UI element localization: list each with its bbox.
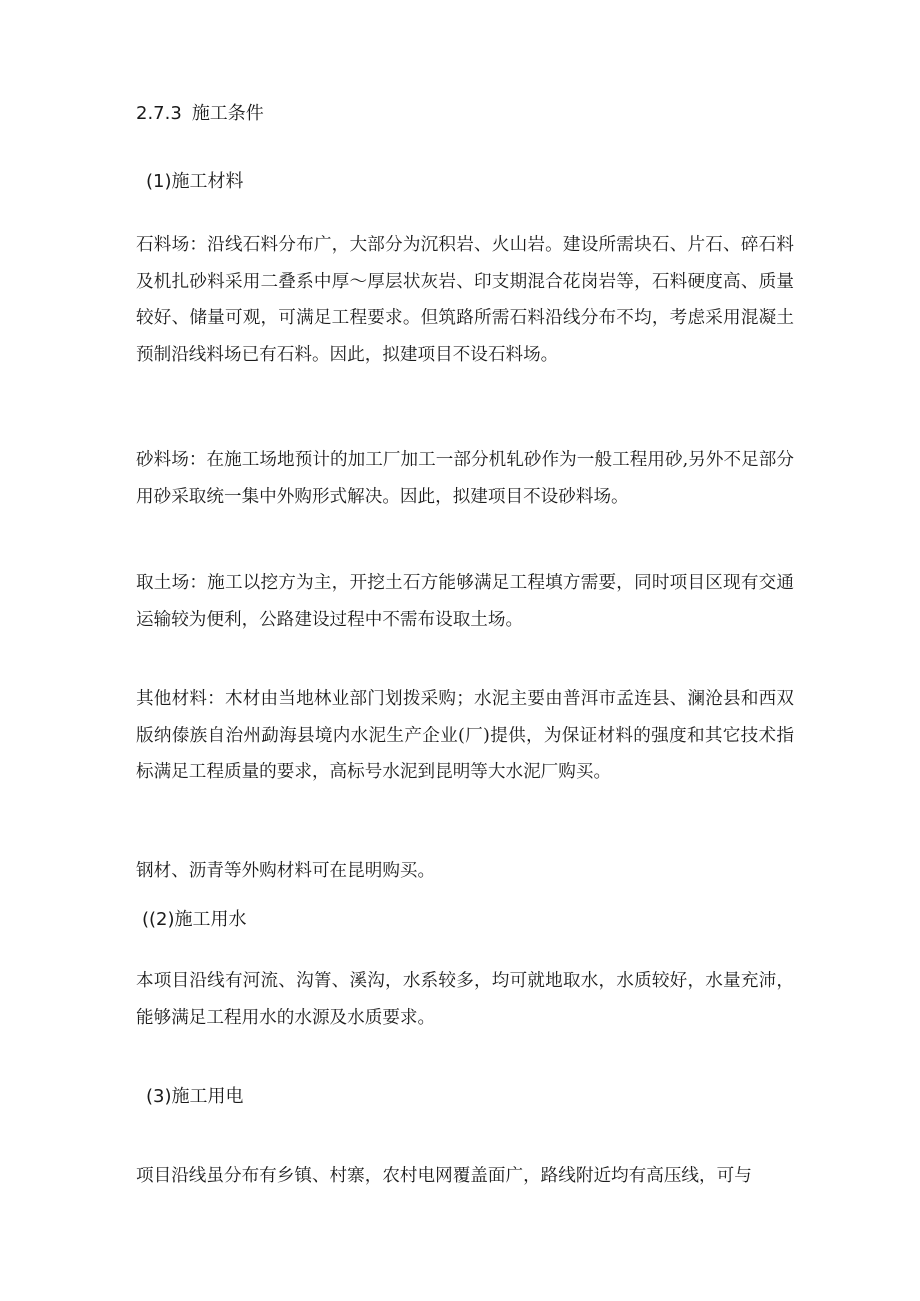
paragraph-stone-yard: 石料场：沿线石料分布广，大部分为沉积岩、火山岩。建设所需块石、片石、碎石料及机扎砂料采用二叠系中厚～厚层状灰岩、印支期混合花岗岩等，石料硬度高、质量较好、储量可观，可满足工程要求。但筑路所需石料沿线分布不均，考虑采用混凝土预制沿线料场已有石料。因此，拟建项目不设石料场。 [136, 235, 794, 365]
section-heading [136, 102, 264, 126]
paragraph-borrow-pit: 取土场：施工以挖方为主，开挖土石方能够满足工程填方需要，同时项目区现有交通运输较为便利，公路建设过程中不需布设取土场。 [136, 573, 794, 630]
paragraph-water-supply: 本项目沿线有河流、沟箐、溪沟，水系较多，均可就地取水，水质较好，水量充沛，能够满足工程用水的水源及水质要求。 [136, 971, 794, 1028]
paragraph-steel-asphalt: 钢材、沥青等外购材料可在昆明购买。 [136, 861, 436, 881]
subsection-heading-water: ((2)施工用水 [142, 909, 247, 930]
subsection-heading-materials: (1)施工材料 [146, 171, 244, 192]
section-number: 2.7.3 [136, 103, 182, 124]
section-title: 施工条件 [191, 103, 264, 124]
paragraph-sand-yard: 砂料场：在施工场地预计的加工厂加工一部分机轧砂作为一般工程用砂,另外不足部分用砂采取统一集中外购形式解决。因此，拟建项目不设砂料场。 [136, 450, 794, 507]
paragraph-other-materials: 其他材料：木材由当地林业部门划拨采购；水泥主要由普洱市孟连县、澜沧县和西双版纳傣族自治州勐海县境内水泥生产企业(厂)提供，为保证材料的强度和其它技术指标满足工程质量的要求，高标号水泥到昆明等大水泥厂购买。 [136, 689, 794, 782]
subsection-heading-power: (3)施工用电 [146, 1086, 244, 1107]
paragraph-power-supply: 项目沿线虽分布有乡镇、村寨，农村电网覆盖面广，路线附近均有高压线，可与 [136, 1166, 752, 1186]
